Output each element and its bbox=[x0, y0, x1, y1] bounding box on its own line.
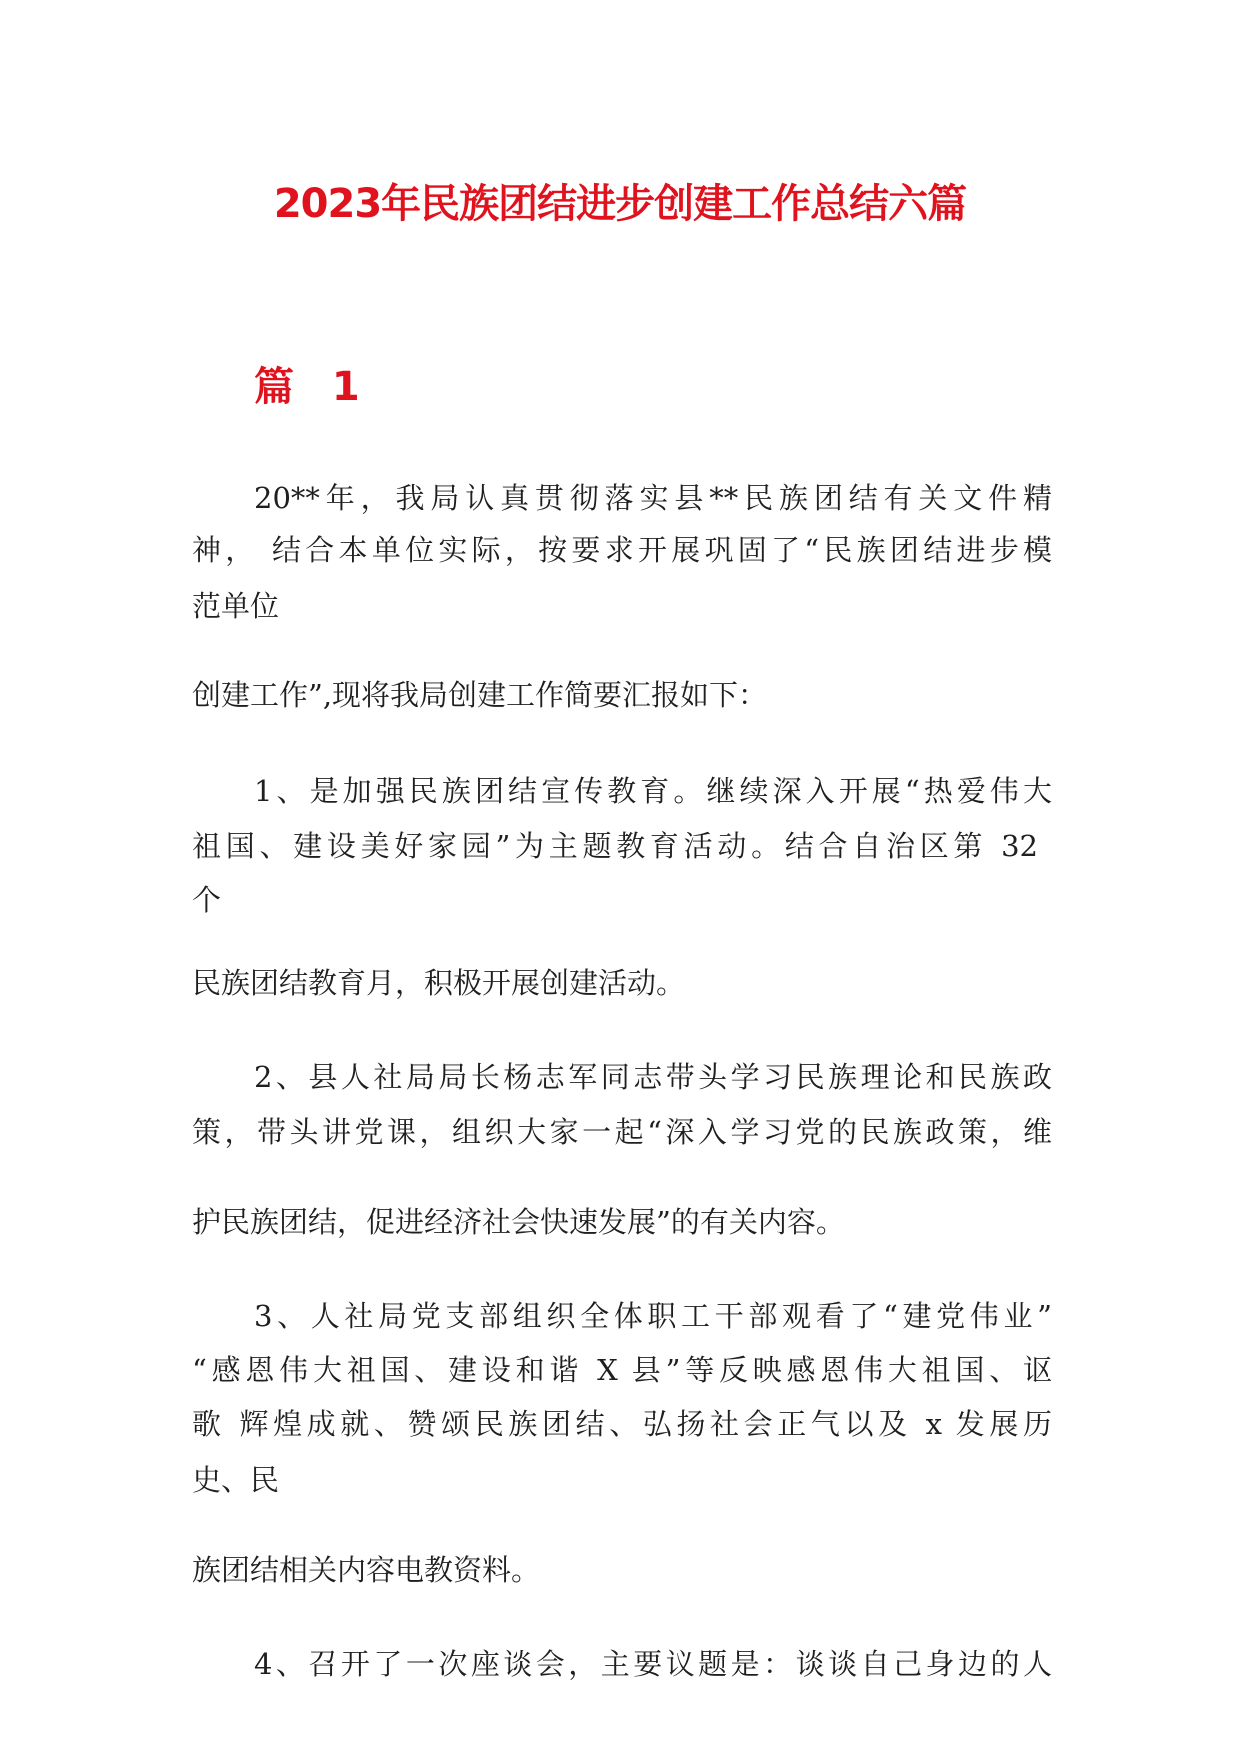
paragraph-line: 范单位 bbox=[192, 589, 280, 623]
paragraph-line: 神， 结合本单位实际，按要求开展巩固了“民族团结进步模 bbox=[192, 533, 1052, 567]
document-title: 2023年民族团结进步创建工作总结六篇 bbox=[273, 181, 967, 227]
paragraph-line: 20**年，我局认真贯彻落实县**民族团结有关文件精 bbox=[254, 481, 1052, 515]
paragraph-line: 4、召开了一次座谈会，主要议题是：谈谈自己身边的人 bbox=[254, 1647, 1052, 1681]
paragraph-line: 3、人社局党支部组织全体职工干部观看了“建党伟业” bbox=[254, 1299, 1052, 1333]
paragraph-line: 1、是加强民族团结宣传教育。继续深入开展“热爱伟大 bbox=[254, 774, 1052, 808]
paragraph-line: 民族团结教育月，积极开展创建活动。 bbox=[192, 966, 686, 1000]
paragraph-line: 族团结相关内容电教资料。 bbox=[192, 1553, 541, 1587]
paragraph-line: 2、县人社局局长杨志军同志带头学习民族理论和民族政 bbox=[254, 1060, 1052, 1094]
paragraph-line: 个 bbox=[192, 883, 222, 917]
paragraph-line: 护民族团结，促进经济社会快速发展”的有关内容。 bbox=[192, 1205, 845, 1239]
paragraph-line: 创建工作”,现将我局创建工作简要汇报如下： bbox=[192, 678, 768, 712]
paragraph-line: 史、民 bbox=[192, 1463, 280, 1497]
paragraph-line: 歌 辉煌成就、赞颂民族团结、弘扬社会正气以及 x 发展历 bbox=[192, 1407, 1052, 1441]
paragraph-line: 策，带头讲党课，组织大家一起“深入学习党的民族政策，维 bbox=[192, 1115, 1052, 1149]
paragraph-line: 祖国、建设美好家园”为主题教育活动。结合自治区第 32 bbox=[192, 829, 1038, 863]
section-heading: 篇 1 bbox=[254, 364, 372, 410]
paragraph-line: “感恩伟大祖国、建设和谐 X 县”等反映感恩伟大祖国、讴 bbox=[192, 1353, 1052, 1387]
